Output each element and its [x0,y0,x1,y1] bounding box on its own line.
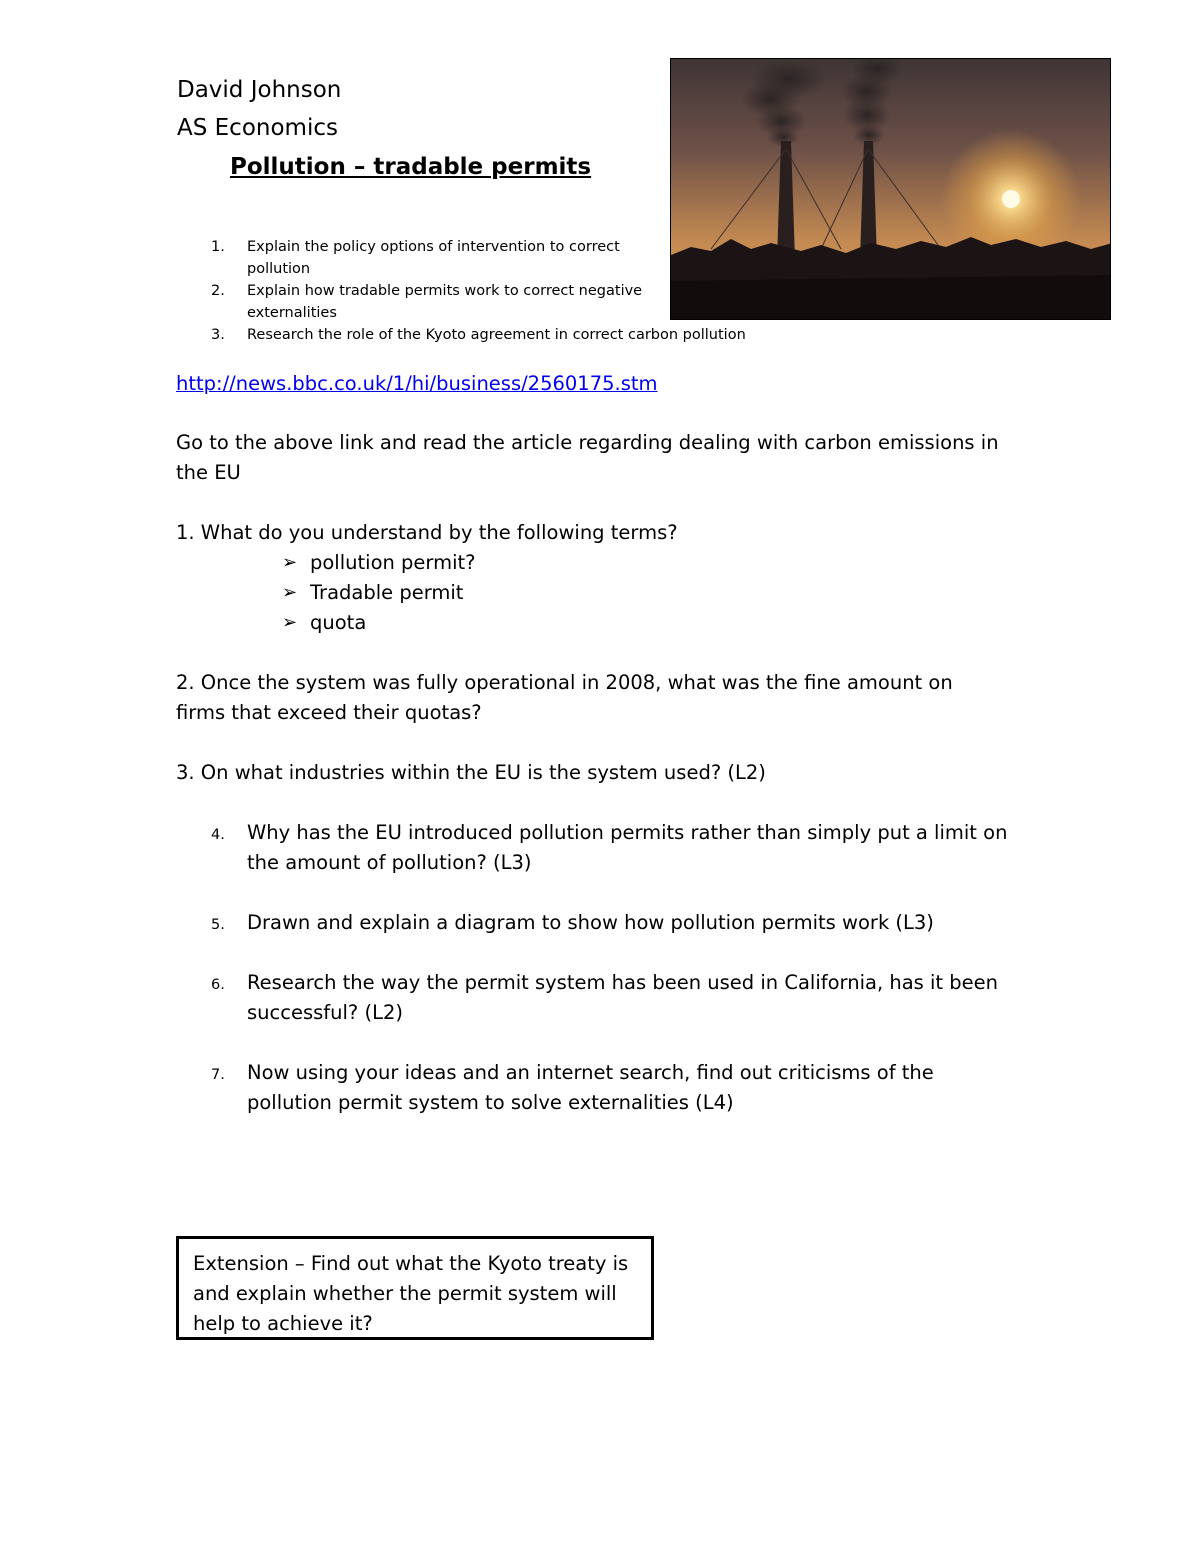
term-item [282,548,476,578]
page-title: Pollution – tradable permits [230,154,592,180]
objective-text: Explain how tradable permits work to correct negative externalities [247,283,643,321]
question-text: Research the way the permit system has been used in California, has it been successful? (L2) [247,971,998,1024]
question-6 [211,968,1021,1028]
term-text: quota [310,611,367,634]
question-number: 5. [211,917,225,933]
question-2: 2. Once the system was fully operational in 2008, what was the fine amount on firms that exceed their quotas? [176,671,953,724]
question-text: Why has the EU introduced pollution permits rather than simply put a limit on the amount of pollution? (L3) [247,821,1008,874]
question-number: 6. [211,977,225,993]
objective-number: 1. [211,239,225,255]
question-3: 3. On what industries within the EU is the system used? (L2) [176,761,766,784]
question-text: Now using your ideas and an internet search, find out criticisms of the pollution permit system to solve externalities (L4) [247,1061,934,1114]
objective-item [211,236,661,280]
terms-list [282,548,476,638]
question-5 [211,908,1021,938]
arrow-bullet-icon: ➢ [282,552,298,573]
instruction-text: Go to the above link and read the article regarding dealing with carbon emissions in the EU [176,431,999,484]
term-text: pollution permit? [310,551,476,574]
question-number: 4. [211,827,225,843]
objectives-list [211,236,746,346]
question-text: Drawn and explain a diagram to show how pollution permits work (L3) [247,911,934,934]
course-name: AS Economics [177,115,338,141]
objective-text: Research the role of the Kyoto agreement in correct carbon pollution [247,327,746,343]
smokestacks-illustration [671,59,1111,320]
question-7 [211,1058,1021,1118]
question-4 [211,818,1021,878]
question-number: 7. [211,1067,225,1083]
article-link[interactable]: http://news.bbc.co.uk/1/hi/business/2560175.stm [176,372,658,395]
objective-number: 2. [211,283,225,299]
author-name: David Johnson [177,77,342,103]
arrow-bullet-icon: ➢ [282,612,298,633]
extension-box: Extension – Find out what the Kyoto treaty is and explain whether the permit system will help to achieve it? [176,1236,654,1340]
arrow-bullet-icon: ➢ [282,582,298,603]
objective-item [211,280,661,324]
objective-item [211,324,807,346]
smokestacks-photo [670,58,1111,320]
term-item [282,608,476,638]
objective-text: Explain the policy options of intervention to correct pollution [247,239,620,277]
objective-number: 3. [211,327,225,343]
term-item [282,578,476,608]
question-1: 1. What do you understand by the following terms? [176,521,678,544]
term-text: Tradable permit [310,581,464,604]
